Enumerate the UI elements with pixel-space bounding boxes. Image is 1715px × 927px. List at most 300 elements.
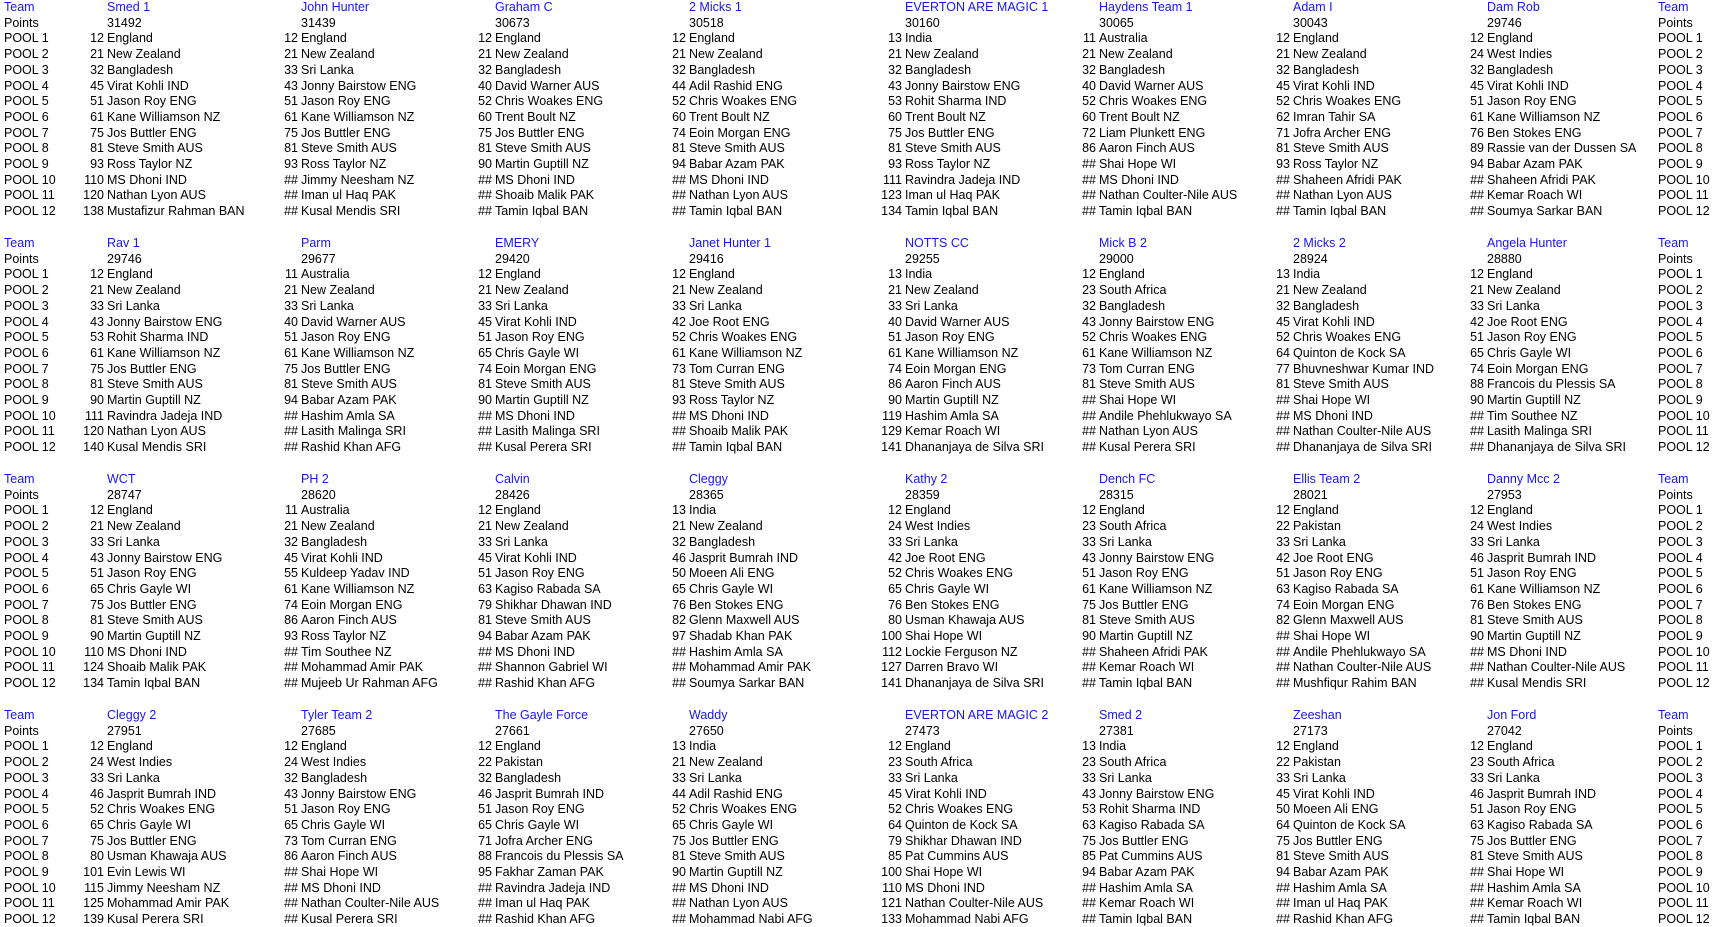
pick-score: ## xyxy=(478,440,492,455)
pick-score: 61 xyxy=(284,109,298,124)
pool-label: POOL 10 xyxy=(4,880,56,895)
pick-score: 12 xyxy=(1082,503,1096,518)
pick-score: 110 xyxy=(84,644,104,659)
pick-score: ## xyxy=(1082,188,1096,203)
pick-score: 61 xyxy=(90,345,104,360)
pool-label-right: POOL 4 xyxy=(1658,314,1703,329)
pick-name: Steve Smith AUS xyxy=(1293,377,1389,392)
pick-name: Shai Hope WI xyxy=(1487,865,1565,879)
pick-score: ## xyxy=(1276,912,1290,927)
pick-score: 50 xyxy=(1276,802,1290,817)
pick-score: 81 xyxy=(1276,141,1290,156)
pick-score: 141 xyxy=(881,440,902,455)
pick-score: 93 xyxy=(1276,157,1290,171)
pick-score: 23 xyxy=(1470,755,1484,770)
pick-score: 81 xyxy=(90,377,104,392)
team-points: 29746 xyxy=(107,251,142,266)
pick-name: Jos Buttler ENG xyxy=(1487,833,1577,848)
team-name: EVERTON ARE MAGIC 1 xyxy=(905,0,1049,14)
pick-score: 22 xyxy=(1276,755,1290,770)
pick-score: ## xyxy=(672,424,686,439)
pick-score: 24 xyxy=(284,755,298,770)
pick-score: ## xyxy=(478,880,492,895)
pick-name: Jos Buttler ENG xyxy=(107,361,197,376)
pool-row xyxy=(0,739,1715,753)
pick-name: Jos Buttler ENG xyxy=(107,125,197,140)
pick-name: New Zealand xyxy=(1099,47,1173,62)
pick-name: Jos Buttler ENG xyxy=(301,361,391,376)
points-label-right: Points xyxy=(1658,487,1693,502)
pick-name: Ross Taylor NZ xyxy=(905,157,991,171)
pick-score: 42 xyxy=(672,314,686,329)
pick-score: 13 xyxy=(1082,739,1096,754)
pick-score: 74 xyxy=(888,361,902,376)
pick-name: Jasprit Bumrah IND xyxy=(1487,786,1597,801)
pick-name: Virat Kohli IND xyxy=(1487,78,1569,93)
pick-score: ## xyxy=(1470,644,1484,659)
pick-name: Steve Smith AUS xyxy=(107,377,203,392)
team-block xyxy=(0,0,1715,219)
pick-name: Tamin Iqbal BAN xyxy=(1099,912,1193,927)
team-block xyxy=(0,472,1715,691)
pick-score: 12 xyxy=(1276,31,1290,46)
team-points: 29677 xyxy=(301,251,336,266)
pick-name: Jonny Bairstow ENG xyxy=(1099,314,1215,329)
team-label-right: Team xyxy=(1658,0,1689,14)
pool-label: POOL 2 xyxy=(4,519,49,534)
pick-name: Chris Woakes ENG xyxy=(689,330,798,345)
pick-score: 81 xyxy=(478,377,492,392)
pick-name: Evin Lewis WI xyxy=(107,865,186,879)
team-points: 31439 xyxy=(301,15,336,30)
pick-score: 75 xyxy=(1082,833,1096,848)
pool-row xyxy=(0,566,1715,580)
pick-score: 46 xyxy=(672,550,686,565)
pick-name: Babar Azam PAK xyxy=(1099,865,1195,879)
pick-name: Shai Hope WI xyxy=(301,865,379,879)
pick-score: 51 xyxy=(1470,566,1484,581)
pick-name: Australia xyxy=(301,503,350,518)
team-points: 28359 xyxy=(905,487,940,502)
pick-name: Rashid Khan AFG xyxy=(495,676,596,691)
pick-score: 81 xyxy=(672,377,686,392)
pick-score: 95 xyxy=(478,865,492,879)
pool-row xyxy=(0,393,1715,407)
pick-name: Kuldeep Yadav IND xyxy=(301,566,410,581)
pick-name: New Zealand xyxy=(301,519,375,534)
pick-name: India xyxy=(905,31,933,46)
pick-score: 33 xyxy=(1082,534,1096,549)
pick-score: ## xyxy=(1470,188,1484,203)
pick-name: Nathan Lyon AUS xyxy=(1293,188,1392,203)
pick-score: 21 xyxy=(672,519,686,534)
pick-score: 75 xyxy=(888,125,902,140)
pick-score: 61 xyxy=(1082,581,1096,596)
pick-score: 51 xyxy=(284,94,298,109)
pick-score: 33 xyxy=(90,770,104,785)
pick-score: 124 xyxy=(83,660,104,675)
pool-row xyxy=(0,660,1715,674)
pool-label-right: POOL 4 xyxy=(1658,78,1703,93)
pool-label-right: POOL 12 xyxy=(1658,676,1710,691)
pick-name: Jason Roy ENG xyxy=(1487,330,1577,345)
team-points: 29255 xyxy=(905,251,940,266)
pick-score: ## xyxy=(1470,172,1484,187)
pick-score: 51 xyxy=(1470,94,1484,109)
pick-name: Aaron Finch AUS xyxy=(301,613,397,628)
pick-name: Mohammad Nabi AFG xyxy=(905,912,1029,927)
pick-name: England xyxy=(689,267,735,282)
pick-score: 65 xyxy=(672,817,686,832)
pick-name: New Zealand xyxy=(107,519,181,534)
pick-name: Jasprit Bumrah IND xyxy=(495,786,605,801)
pick-score: ## xyxy=(672,172,686,187)
pool-label: POOL 2 xyxy=(4,283,49,298)
pick-name: Kemar Roach WI xyxy=(1099,896,1195,911)
pool-row xyxy=(0,63,1715,77)
pick-name: Ben Stokes ENG xyxy=(1487,125,1582,140)
pick-name: Eoin Morgan ENG xyxy=(1293,597,1395,612)
pick-name: MS Dhoni IND xyxy=(689,880,769,895)
pool-label-right: POOL 5 xyxy=(1658,94,1703,109)
pick-score: ## xyxy=(478,408,492,423)
pick-name: Tom Curran ENG xyxy=(1099,361,1195,376)
pick-score: 51 xyxy=(284,802,298,817)
pick-name: Mohammad Amir PAK xyxy=(689,660,812,675)
pick-score: 110 xyxy=(882,880,902,895)
pick-name: Virat Kohli IND xyxy=(1293,314,1375,329)
team-name: 2 Micks 1 xyxy=(689,0,742,14)
pick-name: Soumya Sarkar BAN xyxy=(689,676,805,691)
pool-label: POOL 4 xyxy=(4,786,49,801)
pick-name: England xyxy=(905,503,951,518)
team-name: 2 Micks 2 xyxy=(1293,236,1346,250)
pick-name: Jos Buttler ENG xyxy=(689,833,779,848)
pick-score: 62 xyxy=(1276,109,1290,124)
pick-score: 73 xyxy=(1082,361,1096,376)
pick-score: 86 xyxy=(888,377,902,392)
team-name: Rav 1 xyxy=(107,236,140,250)
pick-score: 12 xyxy=(1082,267,1096,282)
pick-name: Steve Smith AUS xyxy=(905,141,1001,156)
pool-label: POOL 5 xyxy=(4,566,49,581)
pick-name: Nathan Lyon AUS xyxy=(689,188,788,203)
pick-score: 86 xyxy=(284,613,298,628)
pick-name: Kemar Roach WI xyxy=(905,424,1001,439)
pick-score: ## xyxy=(284,880,298,895)
pick-name: Shai Hope WI xyxy=(1099,393,1177,407)
pick-name: Trent Boult NZ xyxy=(905,109,986,124)
pick-score: 12 xyxy=(1470,739,1484,754)
pick-name: England xyxy=(495,31,541,46)
pick-score: 100 xyxy=(881,629,902,643)
pick-name: Rohit Sharma IND xyxy=(107,330,209,345)
pick-name: Mohammad Amir PAK xyxy=(301,660,424,675)
pool-label-right: POOL 7 xyxy=(1658,597,1703,612)
pick-score: 138 xyxy=(83,204,104,219)
pick-name: Jimmy Neesham NZ xyxy=(301,172,415,187)
pick-name: Steve Smith AUS xyxy=(495,377,591,392)
team-points: 28315 xyxy=(1099,487,1134,502)
pick-name: England xyxy=(1293,503,1339,518)
pick-score: 45 xyxy=(888,786,902,801)
pick-score: ## xyxy=(1470,660,1484,675)
pick-name: West Indies xyxy=(1487,47,1553,62)
pick-score: 77 xyxy=(1276,361,1290,376)
pool-label: POOL 3 xyxy=(4,62,49,77)
pick-score: ## xyxy=(284,660,298,675)
pool-label: POOL 3 xyxy=(4,534,49,549)
pool-label-right: POOL 8 xyxy=(1658,141,1703,156)
pick-score: 21 xyxy=(478,47,492,62)
pick-score: 111 xyxy=(84,408,104,423)
pool-label: POOL 9 xyxy=(4,865,49,879)
pick-score: ## xyxy=(284,912,298,927)
pick-score: 12 xyxy=(90,739,104,754)
pool-label: POOL 11 xyxy=(4,660,55,675)
pick-name: England xyxy=(301,31,347,46)
pick-name: Kusal Perera SRI xyxy=(495,440,592,455)
pick-score: 140 xyxy=(83,440,104,455)
pick-score: 51 xyxy=(1470,802,1484,817)
pick-name: Eoin Morgan ENG xyxy=(689,125,791,140)
pick-name: Kusal Perera SRI xyxy=(301,912,398,927)
pick-score: 73 xyxy=(672,361,686,376)
pick-name: West Indies xyxy=(905,519,971,534)
pick-score: 40 xyxy=(888,314,902,329)
pick-name: Virat Kohli IND xyxy=(495,550,577,565)
pool-label-right: POOL 12 xyxy=(1658,204,1710,219)
pick-score: 21 xyxy=(1082,47,1096,62)
pick-name: Lockie Ferguson NZ xyxy=(905,644,1018,659)
pick-score: 81 xyxy=(1082,377,1096,392)
pool-row xyxy=(0,440,1715,454)
pool-label: POOL 5 xyxy=(4,802,49,817)
team-points: 28620 xyxy=(301,487,336,502)
pick-score: 32 xyxy=(1276,62,1290,77)
pool-label-right: POOL 11 xyxy=(1658,424,1709,439)
pick-name: Ross Taylor NZ xyxy=(301,157,387,171)
pick-score: 32 xyxy=(672,534,686,549)
pick-name: Aaron Finch AUS xyxy=(301,849,397,864)
pick-score: 52 xyxy=(90,802,104,817)
pick-name: Martin Guptill NZ xyxy=(1487,393,1581,407)
pick-score: ## xyxy=(1470,676,1484,691)
pick-score: 55 xyxy=(284,566,298,581)
points-row xyxy=(0,16,1715,30)
pick-name: Steve Smith AUS xyxy=(1099,613,1195,628)
pick-name: New Zealand xyxy=(107,283,181,298)
pick-name: Kane Williamson NZ xyxy=(107,109,221,124)
pool-label-right: POOL 10 xyxy=(1658,408,1710,423)
pick-name: Bangladesh xyxy=(1487,62,1554,77)
pick-score: 42 xyxy=(1470,314,1484,329)
pool-row xyxy=(0,519,1715,533)
pool-label-right: POOL 6 xyxy=(1658,817,1703,832)
pick-score: 61 xyxy=(1082,345,1096,360)
pick-score: 43 xyxy=(90,314,104,329)
pick-score: 32 xyxy=(1082,298,1096,313)
pick-name: New Zealand xyxy=(1293,47,1367,62)
pick-name: MS Dhoni IND xyxy=(301,880,381,895)
pick-score: 120 xyxy=(83,188,104,203)
pick-name: Sri Lanka xyxy=(1099,770,1152,785)
pick-name: Jason Roy ENG xyxy=(107,94,197,109)
pick-name: Virat Kohli IND xyxy=(905,786,987,801)
pool-row xyxy=(0,267,1715,281)
pick-name: Adil Rashid ENG xyxy=(689,78,783,93)
pick-score: 75 xyxy=(478,125,492,140)
pick-score: 60 xyxy=(1082,109,1096,124)
pick-name: Chris Gayle WI xyxy=(107,817,192,832)
pick-score: ## xyxy=(284,676,298,691)
pick-score: 52 xyxy=(672,330,686,345)
pick-name: Chris Gayle WI xyxy=(495,817,580,832)
pick-score: ## xyxy=(672,204,686,219)
pick-score: 81 xyxy=(284,141,298,156)
pick-name: Jonny Bairstow ENG xyxy=(905,78,1021,93)
pick-score: 13 xyxy=(672,739,686,754)
pick-name: Bangladesh xyxy=(689,62,756,77)
pick-score: 43 xyxy=(888,78,902,93)
pick-score: 12 xyxy=(478,31,492,46)
pick-name: Eoin Morgan ENG xyxy=(301,597,403,612)
pick-name: Sri Lanka xyxy=(689,298,742,313)
pick-score: ## xyxy=(284,644,298,659)
pick-name: Quinton de Kock SA xyxy=(1293,817,1406,832)
pick-score: ## xyxy=(1082,424,1096,439)
pick-name: Moeen Ali ENG xyxy=(689,566,775,581)
pick-name: New Zealand xyxy=(1293,283,1367,298)
pick-name: Shikhar Dhawan IND xyxy=(905,833,1022,848)
pick-name: Rashid Khan AFG xyxy=(301,440,402,455)
pick-score: 13 xyxy=(672,503,686,518)
pick-name: Chris Woakes ENG xyxy=(905,566,1014,581)
pick-name: Sri Lanka xyxy=(1293,770,1346,785)
pool-row xyxy=(0,409,1715,423)
team-name: Calvin xyxy=(495,472,530,486)
pick-name: Chris Woakes ENG xyxy=(689,94,798,109)
pool-label: POOL 10 xyxy=(4,408,56,423)
pick-name: Iman ul Haq PAK xyxy=(301,188,396,203)
pick-score: ## xyxy=(1470,408,1484,423)
pool-row xyxy=(0,755,1715,769)
pick-name: England xyxy=(1293,739,1339,754)
pick-name: Andile Phehlukwayo SA xyxy=(1099,408,1232,423)
team-name: Cleggy 2 xyxy=(107,708,157,722)
pick-score: 80 xyxy=(90,849,104,864)
pick-score: 141 xyxy=(881,676,902,691)
pick-name: Jasprit Bumrah IND xyxy=(689,550,799,565)
team-points: 29416 xyxy=(689,251,724,266)
pick-name: Sri Lanka xyxy=(1099,534,1152,549)
pick-score: 90 xyxy=(478,157,492,171)
pick-name: Jason Roy ENG xyxy=(1487,94,1577,109)
pick-name: MS Dhoni IND xyxy=(689,408,769,423)
pick-name: Steve Smith AUS xyxy=(1487,613,1583,628)
pick-score: 89 xyxy=(1470,141,1484,156)
pick-score: 21 xyxy=(672,283,686,298)
pick-score: 76 xyxy=(888,597,902,612)
pick-name: England xyxy=(495,503,541,518)
pool-label: POOL 7 xyxy=(4,361,49,376)
pick-score: 133 xyxy=(881,912,902,927)
pick-name: Jasprit Bumrah IND xyxy=(1487,550,1597,565)
pool-label-right: POOL 10 xyxy=(1658,880,1710,895)
pick-score: 45 xyxy=(478,550,492,565)
team-points: 28365 xyxy=(689,487,724,502)
pick-name: Jos Buttler ENG xyxy=(905,125,995,140)
pick-score: 93 xyxy=(284,157,298,171)
pick-name: David Warner AUS xyxy=(301,314,406,329)
pick-name: Tim Southee NZ xyxy=(1487,408,1578,423)
pick-name: Liam Plunkett ENG xyxy=(1099,125,1206,140)
pick-name: Aaron Finch AUS xyxy=(1099,141,1195,156)
pool-label: POOL 12 xyxy=(4,676,56,691)
pick-name: Jason Roy ENG xyxy=(1293,566,1383,581)
pick-name: Sri Lanka xyxy=(107,534,160,549)
pick-name: Tamin Iqbal BAN xyxy=(495,204,589,219)
pick-score: 23 xyxy=(888,755,902,770)
pick-score: 32 xyxy=(478,62,492,77)
pick-name: New Zealand xyxy=(495,519,569,534)
pick-score: ## xyxy=(1276,440,1290,455)
pool-row xyxy=(0,47,1715,61)
pick-score: ## xyxy=(672,188,686,203)
pool-row xyxy=(0,31,1715,45)
pick-name: Andile Phehlukwayo SA xyxy=(1293,644,1426,659)
pool-row xyxy=(0,787,1715,801)
pick-name: Sri Lanka xyxy=(1487,534,1540,549)
pick-score: ## xyxy=(672,408,686,423)
pick-score: 97 xyxy=(672,629,686,643)
pick-name: David Warner AUS xyxy=(1099,78,1204,93)
team-points: 27661 xyxy=(495,723,530,738)
pool-row xyxy=(0,362,1715,376)
pick-name: MS Dhoni IND xyxy=(495,408,575,423)
pick-score: 85 xyxy=(888,849,902,864)
pick-score: 82 xyxy=(672,613,686,628)
pick-score: ## xyxy=(1470,204,1484,219)
pick-name: New Zealand xyxy=(495,47,569,62)
pool-label-right: POOL 7 xyxy=(1658,361,1703,376)
pick-score: 52 xyxy=(672,94,686,109)
pick-score: ## xyxy=(672,896,686,911)
pick-name: Quinton de Kock SA xyxy=(905,817,1018,832)
team-points: 30160 xyxy=(905,15,940,30)
pool-label: POOL 1 xyxy=(4,31,49,46)
team-points: 27173 xyxy=(1293,723,1328,738)
pick-name: Chris Woakes ENG xyxy=(1099,94,1208,109)
pick-score: ## xyxy=(478,912,492,927)
pool-row xyxy=(0,865,1715,879)
pick-name: Steve Smith AUS xyxy=(689,377,785,392)
pool-row xyxy=(0,188,1715,202)
pick-name: Kane Williamson NZ xyxy=(107,345,221,360)
pick-name: Hashim Amla SA xyxy=(1099,880,1193,895)
pick-score: 125 xyxy=(83,896,104,911)
pick-score: 90 xyxy=(1082,629,1096,643)
pick-name: England xyxy=(301,739,347,754)
pool-row xyxy=(0,299,1715,313)
pick-score: 71 xyxy=(1276,125,1290,140)
pick-score: ## xyxy=(478,660,492,675)
pick-score: 51 xyxy=(478,802,492,817)
pick-name: South Africa xyxy=(905,755,973,770)
pool-label: POOL 10 xyxy=(4,172,56,187)
pick-name: Steve Smith AUS xyxy=(301,141,397,156)
pick-name: Kusal Mendis SRI xyxy=(107,440,207,455)
